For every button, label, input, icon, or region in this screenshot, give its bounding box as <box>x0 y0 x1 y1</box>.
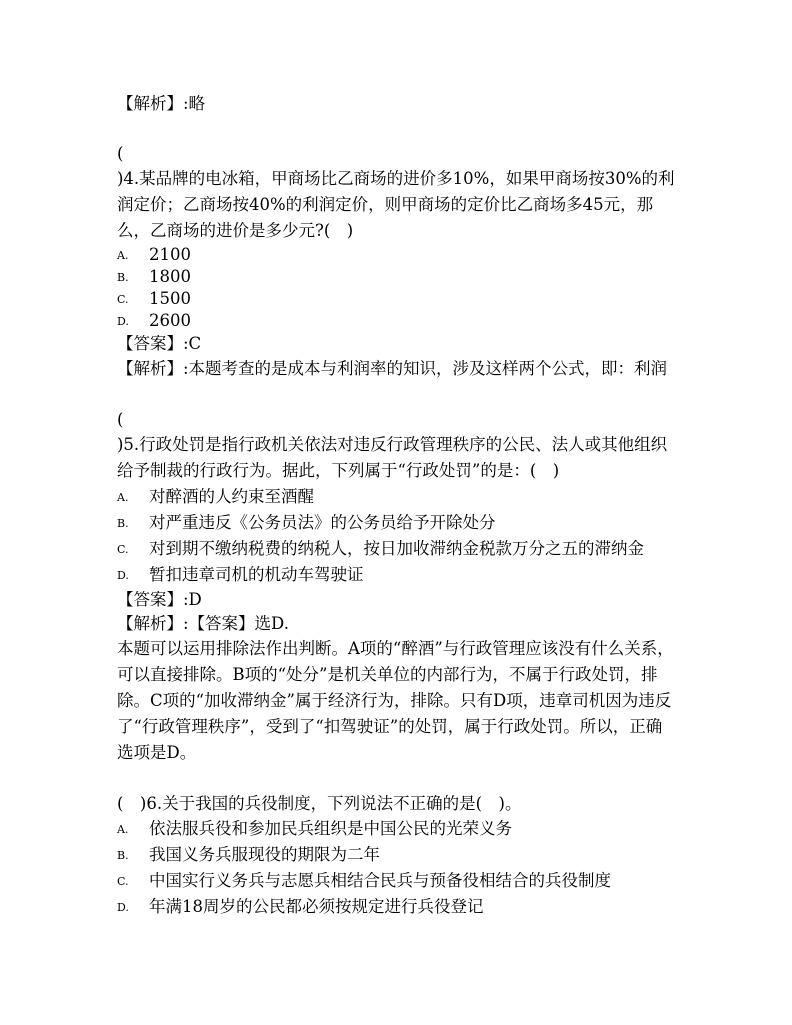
option-text: 2100 <box>149 245 191 264</box>
q6-option-c <box>117 868 677 894</box>
q5-option-c <box>117 536 677 562</box>
option-text: 中国实行义务兵与志愿兵相结合民兵与预备役相结合的兵役制度 <box>149 871 611 890</box>
q4-answer: 【答案】:C <box>117 334 202 353</box>
option-text: 1500 <box>149 289 191 308</box>
q4-option-a <box>117 244 677 266</box>
q5-stem: )5.行政处罚是指行政机关依法对违反行政管理秩序的公民、法人或其他组织给予制裁的行政行为。据此，下列属于“行政处罚”的是：( ) <box>117 435 668 480</box>
option-text: 依法服兵役和参加民兵组织是中国公民的光荣义务 <box>149 819 512 838</box>
option-letter: D. <box>117 315 129 328</box>
q6-option-b <box>117 842 677 868</box>
option-letter: D. <box>117 569 129 582</box>
q5-analysis-body: 本题可以运用排除法作出判断。A项的“醉酒”与行政管理应该没有什么关系，可以直接排除。B项的“处分”是机关单位的内部行为，不属于行政处罚，排除。C项的“加收滞纳金”属于经济行为，排除。只有D项，违章司机因为违反了“行政管理秩序”，受到了“扣驾驶证”的处罚，属于行政处罚。所以，正确选项是D。 <box>117 639 674 762</box>
q4-stem: )4.某品牌的电冰箱，甲商场比乙商场的进价多10%，如果甲商场按30%的利润定价；乙商场按40%的利润定价，则甲商场的定价比乙商场多45元，那么，乙商场的进价是多少元?( ) <box>117 169 675 240</box>
option-letter: A. <box>117 249 129 262</box>
option-letter: C. <box>117 875 129 888</box>
option-text: 对严重违反《公务员法》的公务员给予开除处分 <box>149 513 496 532</box>
q6-stem: ( )6.关于我国的兵役制度，下列说法不正确的是( )。 <box>117 794 522 813</box>
q5-analysis-head: 【解析】:【答案】选D. <box>117 614 289 633</box>
q4-option-b <box>117 266 677 288</box>
option-letter: C. <box>117 293 129 306</box>
q4-paren: ( <box>117 144 124 163</box>
option-letter: A. <box>117 823 129 836</box>
option-text: 1800 <box>149 267 191 286</box>
option-text: 对到期不缴纳税费的纳税人，按日加收滞纳金税款万分之五的滞纳金 <box>149 539 644 558</box>
option-text: 2600 <box>149 311 191 330</box>
option-letter: C. <box>117 543 129 556</box>
q3-analysis: 【解析】:略 <box>117 94 206 113</box>
q5-option-a <box>117 484 677 510</box>
q6-option-a <box>117 816 677 842</box>
option-letter: A. <box>117 491 129 504</box>
option-letter: D. <box>117 901 129 914</box>
q4-option-c <box>117 288 677 310</box>
option-text: 对醉酒的人约束至酒醒 <box>149 487 314 506</box>
q5-option-b <box>117 510 677 536</box>
q4-option-d <box>117 310 677 332</box>
document-page <box>117 92 677 920</box>
option-letter: B. <box>117 517 129 530</box>
option-text: 我国义务兵服现役的期限为二年 <box>149 845 380 864</box>
q4-analysis: 【解析】:本题考查的是成本与利润率的知识，涉及这样两个公式，即：利润 <box>117 359 668 378</box>
option-text: 年满18周岁的公民都必须按规定进行兵役登记 <box>149 897 484 916</box>
q5-answer: 【答案】:D <box>117 590 202 609</box>
q6-option-d <box>117 894 677 920</box>
q5-paren: ( <box>117 410 124 429</box>
option-letter: B. <box>117 849 129 862</box>
option-letter: B. <box>117 271 129 284</box>
q5-option-d <box>117 562 677 588</box>
option-text: 暂扣违章司机的机动车驾驶证 <box>149 565 364 584</box>
